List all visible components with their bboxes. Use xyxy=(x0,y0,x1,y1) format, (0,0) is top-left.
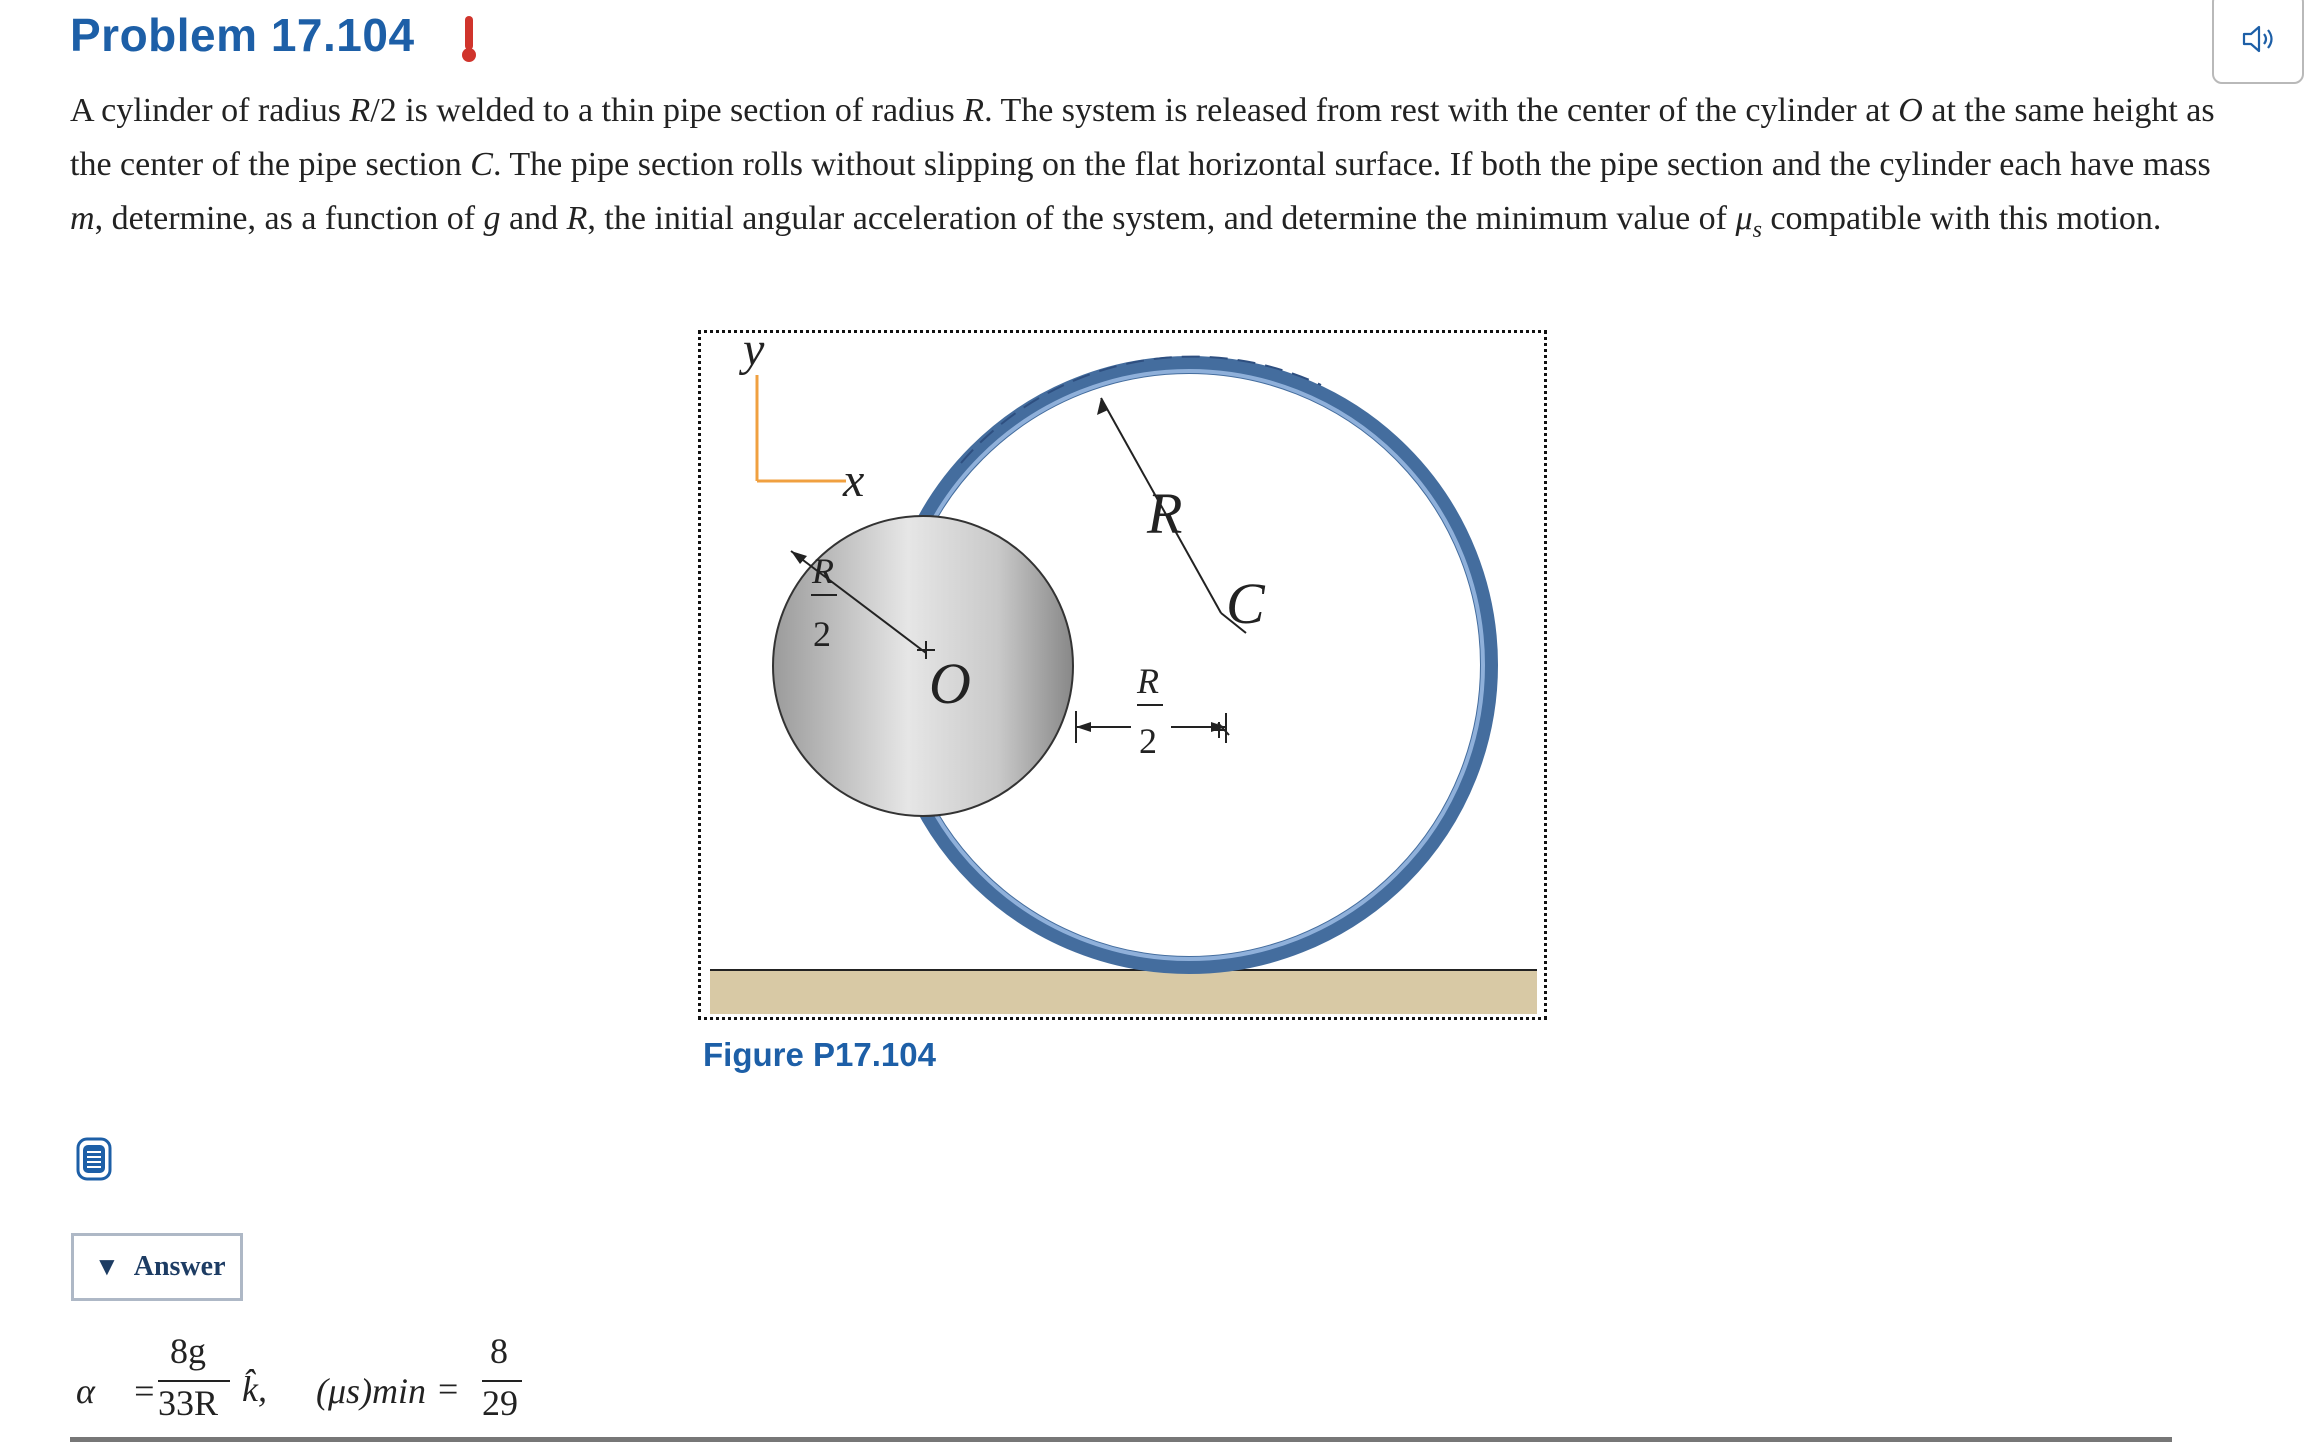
answer-toggle-button[interactable] xyxy=(71,1233,243,1301)
problem-text-run: /2 is welded to a thin pipe section of radius xyxy=(370,92,964,129)
problem-text-run: μ xyxy=(1735,200,1753,237)
alpha-unit-vector: k̂, xyxy=(242,1369,267,1409)
figure-caption: Figure P17.104 xyxy=(703,1036,936,1073)
problem-text-run: , the initial angular acceleration of the system, and determine the minimum value of xyxy=(587,200,1736,237)
answer-label: Answer xyxy=(133,1251,226,1282)
problem-text-run: R xyxy=(963,92,985,129)
problem-text-run: s xyxy=(1752,216,1762,243)
problem-title: Problem 17.104 xyxy=(70,9,415,61)
label-C: C xyxy=(1226,571,1265,636)
problem-text-run: O xyxy=(1898,92,1923,129)
thermometer-icon xyxy=(461,14,477,64)
problem-text-run: g xyxy=(483,200,501,237)
figure-frame xyxy=(698,330,1547,1020)
label-half-num: R xyxy=(812,551,834,591)
label-half-den: 2 xyxy=(813,614,831,654)
problem-text-run: compatible with this motion. xyxy=(1761,200,2162,237)
mu-denominator: 29 xyxy=(482,1383,518,1423)
mu-numerator: 8 xyxy=(490,1331,508,1371)
alpha-numerator: 8g xyxy=(170,1331,206,1371)
problem-text-run: A cylinder of radius xyxy=(70,92,350,129)
problem-text-run: and xyxy=(500,200,567,237)
section-divider xyxy=(70,1437,2172,1442)
label-half2-num: R xyxy=(1137,661,1159,701)
ground-surface xyxy=(710,970,1537,1014)
label-O: O xyxy=(929,651,971,716)
problem-text-run: , determine, as a function of xyxy=(94,200,484,237)
problem-text-run: at the same height as the center of the pipe section xyxy=(70,92,2215,183)
triangle-down-icon: ▼ xyxy=(94,1252,120,1281)
answer-formula xyxy=(70,1330,1170,1450)
label-x: x xyxy=(843,454,865,507)
problem-text-run: R xyxy=(349,92,371,129)
problem-text-run: . The pipe section rolls without slipping on the flat horizontal surface. If both the pipe section and the cylinder each have mass xyxy=(492,146,2211,183)
mu-equals: = xyxy=(438,1369,459,1409)
label-y: y xyxy=(743,333,765,376)
audio-button[interactable] xyxy=(2212,0,2304,84)
figure-diagram xyxy=(701,333,1544,1017)
problem-text-run: m xyxy=(70,200,95,237)
alpha-denominator: 33R xyxy=(158,1383,219,1423)
notes-icon[interactable] xyxy=(76,1137,112,1181)
label-half2-den: 2 xyxy=(1139,721,1157,761)
label-R: R xyxy=(1147,481,1183,546)
speaker-icon xyxy=(2242,24,2278,54)
problem-statement xyxy=(70,84,2220,257)
mu-lhs: (μs)min xyxy=(316,1371,427,1411)
alpha-lhs: α⃗ = xyxy=(76,1371,157,1411)
problem-text-run: . The system is released from rest with the center of the cylinder at xyxy=(984,92,1899,129)
problem-text-run: C xyxy=(470,146,493,183)
problem-text-run: R xyxy=(566,200,588,237)
